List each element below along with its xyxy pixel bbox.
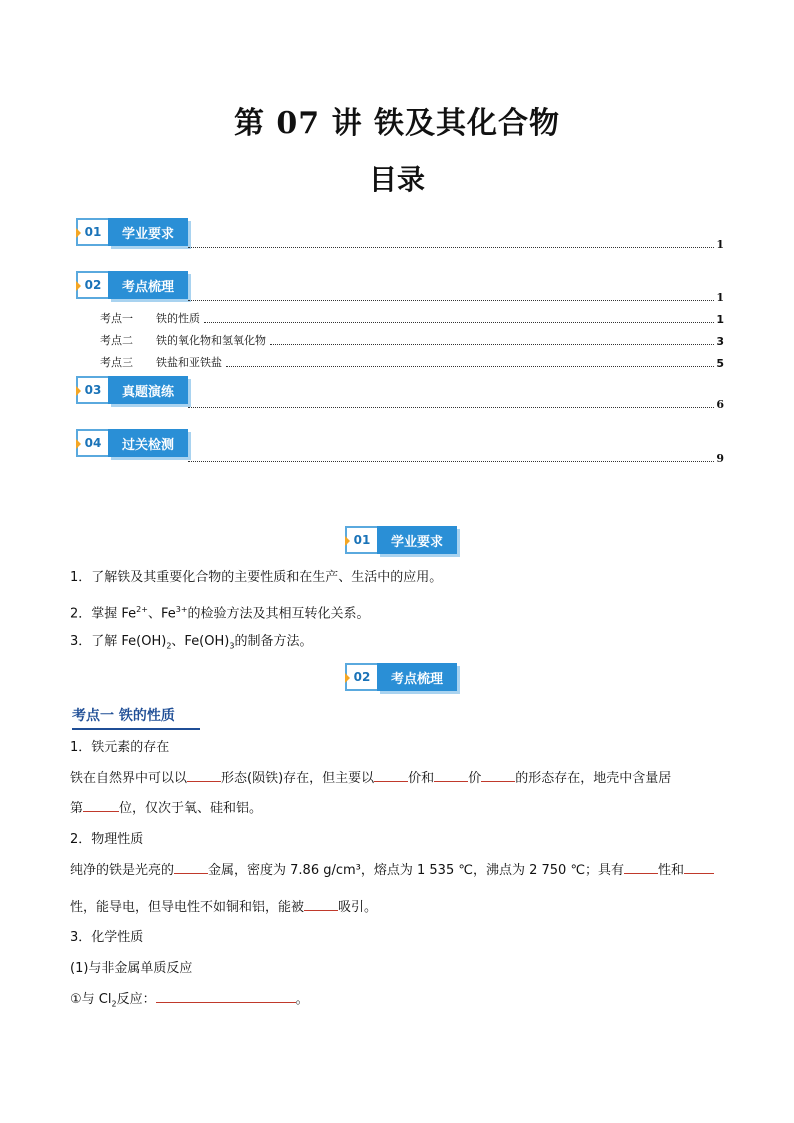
leader-dots: [270, 343, 714, 345]
paragraph-1: 铁在自然界中可以以 形态(陨铁)存在，但主要以 价和 价 的形态存在，地壳中含量居: [70, 771, 672, 786]
paragraph-3: 纯净的铁是光亮的 金属，密度为 7.86 g/cm³，熔点为 1 535 ℃，沸点为 2 750 ℃；具有 性和: [70, 861, 724, 881]
leader-dots: [188, 299, 714, 301]
toc-badge-03[interactable]: [76, 376, 188, 404]
toc-entry-03[interactable]: [188, 398, 724, 411]
fill-blank[interactable]: [187, 781, 221, 782]
toc-entry-04[interactable]: [188, 452, 724, 465]
leader-dots: [226, 365, 714, 367]
page-number: 9: [716, 452, 724, 465]
badge-number: 02: [345, 663, 377, 691]
section-badge-02: [345, 663, 457, 691]
page-number: 3: [716, 335, 724, 348]
fill-blank[interactable]: [83, 811, 119, 812]
toc-sub-entry-3[interactable]: [100, 354, 724, 370]
badge-label: 真题演练: [108, 376, 188, 404]
badge-number: 04: [76, 429, 108, 457]
requirement-3: 3．了解 $Fe(OH)_2$、$Fe(OH)_3$的制备方法。: [70, 634, 313, 651]
leader-dots: [204, 321, 714, 323]
section-badge-01: [345, 526, 457, 554]
badge-label: 考点梳理: [377, 663, 457, 691]
page-title: 第 07 讲 铁及其化合物: [233, 106, 561, 141]
badge-number: 03: [76, 376, 108, 404]
badge-label: 学业要求: [108, 218, 188, 246]
fill-blank[interactable]: [434, 781, 468, 782]
badge-label: 学业要求: [377, 526, 457, 554]
badge-label: 过关检测: [108, 429, 188, 457]
requirement-1: 1．了解铁及其重要化合物的主要性质和在生产、生活中的应用。: [70, 570, 443, 585]
leader-dots: [188, 460, 714, 462]
toc-entry-02[interactable]: [188, 291, 724, 304]
requirement-2: 2．掌握 $Fe^{2+}$、$Fe^{3+}$的检验方法及其相互转化关系。: [70, 605, 370, 622]
toc-sub-entry-2[interactable]: [100, 332, 724, 348]
toc-title: 目录: [368, 163, 425, 196]
fill-blank[interactable]: [374, 781, 408, 782]
toc-sub-entry-1[interactable]: [100, 310, 724, 326]
badge-number: 02: [76, 271, 108, 299]
fill-blank[interactable]: [684, 873, 714, 874]
sub-text: 铁盐和亚铁盐: [156, 356, 222, 369]
fill-blank[interactable]: [481, 781, 515, 782]
toc-badge-04[interactable]: [76, 429, 188, 457]
fill-blank[interactable]: [304, 910, 338, 911]
topic-underline: [72, 728, 200, 730]
toc-entry-01[interactable]: [188, 238, 724, 251]
sub-text: 铁的氧化物和氢氧化物: [156, 334, 266, 347]
page-number: 1: [716, 291, 724, 304]
sub-text: 铁的性质: [156, 312, 200, 325]
badge-number: 01: [76, 218, 108, 246]
toc-badge-01[interactable]: [76, 218, 188, 246]
paragraph-2: 第 位，仅次于氧、硅和铝。: [70, 801, 263, 816]
page-number: 1: [716, 313, 724, 326]
subsection-3: 3．化学性质: [70, 930, 144, 945]
fill-blank[interactable]: [624, 873, 658, 874]
badge-label: 考点梳理: [108, 271, 188, 299]
paragraph-4: 性，能导电，但导电性不如铜和铝，能被 吸引。: [70, 900, 378, 915]
subsection-2: 2．物理性质: [70, 832, 144, 847]
leader-dots: [188, 246, 714, 248]
sub-key: 考点三: [100, 356, 133, 369]
sub-key: 考点二: [100, 334, 133, 347]
sub-key: 考点一: [100, 312, 133, 325]
page-number: 5: [716, 357, 724, 370]
topic-heading: 考点一 铁的性质: [72, 708, 175, 724]
badge-number: 01: [345, 526, 377, 554]
toc-badge-02[interactable]: [76, 271, 188, 299]
subsection-1: 1．铁元素的存在: [70, 740, 170, 755]
page-number: 6: [716, 398, 724, 411]
subsection-3-1: (1)与非金属单质反应: [70, 961, 193, 976]
leader-dots: [188, 406, 714, 408]
fill-blank[interactable]: [156, 1002, 296, 1003]
paragraph-5: ①与 $Cl_2$反应： 。: [70, 992, 309, 1009]
page-number: 1: [716, 238, 724, 251]
fill-blank[interactable]: [174, 873, 208, 874]
